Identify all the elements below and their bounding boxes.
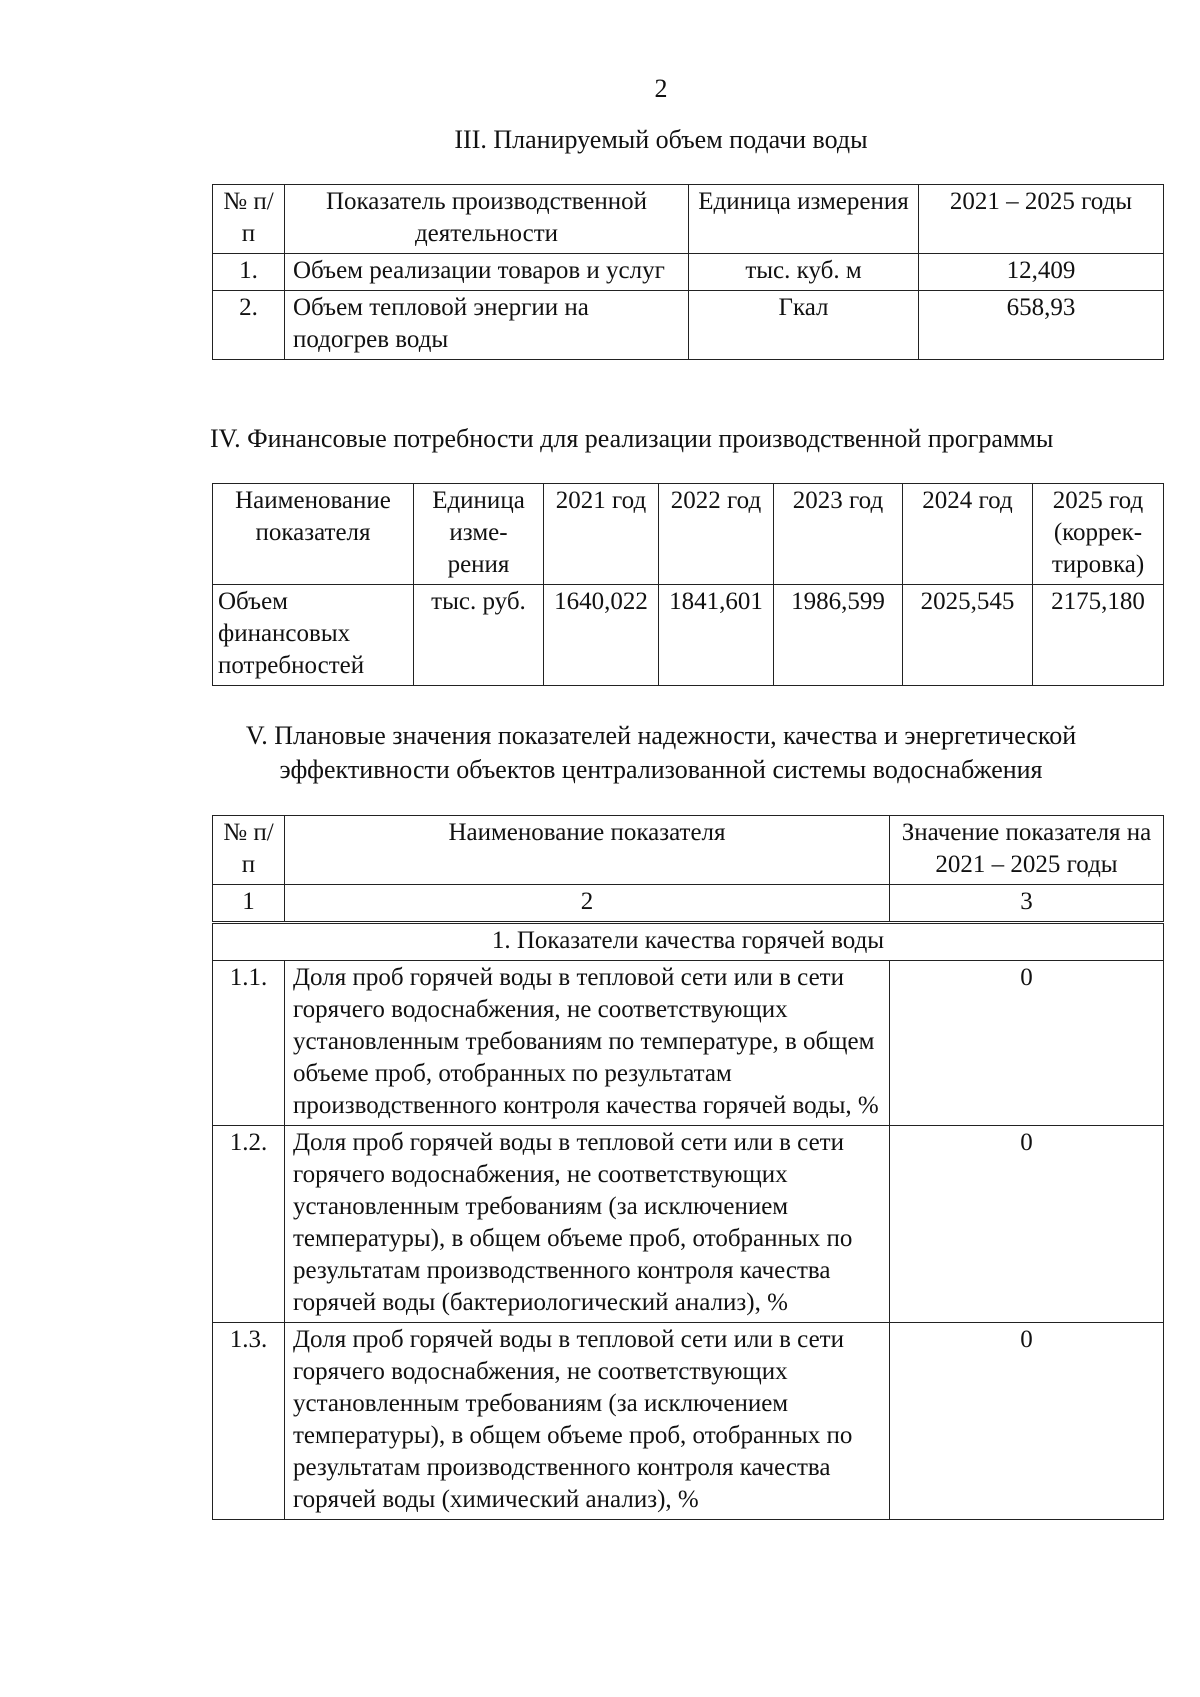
- group-header-row: [213, 923, 1164, 961]
- row-value: 0: [890, 1126, 1164, 1323]
- row-value: 0: [890, 961, 1164, 1126]
- col-number: 2: [285, 885, 890, 923]
- row-name: Доля проб горячей воды в тепловой сети или в сети горячего водоснабжения, не соответствующих установленным требованиям (за исключением температуры), в общем объеме проб, отобранных по результатам производственного контроля качества горячей воды (химический анализ), %: [285, 1323, 890, 1520]
- row-name: Объем тепловой энергии на подогрев воды: [285, 291, 689, 360]
- row-name: Доля проб горячей воды в тепловой сети или в сети горячего водоснабжения, не соответствующих установленным требованиям по температуре, в общем объеме проб, отобранных по результатам производственного контроля качества горячей воды, %: [285, 961, 890, 1126]
- header-unit: Единица измерения: [689, 185, 919, 254]
- group-title: 1. Показатели качества горячей воды: [213, 923, 1164, 961]
- header-2021: 2021 год: [544, 484, 659, 585]
- row-value: 658,93: [919, 291, 1164, 360]
- table-header-row: [213, 185, 1164, 254]
- header-name: Наименование показателя: [213, 484, 414, 585]
- row-num: 1.3.: [213, 1323, 285, 1520]
- row-num: 1.2.: [213, 1126, 285, 1323]
- table-header-row: [213, 484, 1164, 585]
- financial-needs-table: [212, 483, 1164, 686]
- row-name: Объем финансовых потребностей: [213, 585, 414, 686]
- table-row: [213, 1126, 1164, 1323]
- row-unit: тыс. руб.: [414, 585, 544, 686]
- page-number: 2: [654, 74, 668, 103]
- header-num: № п/п: [213, 816, 285, 885]
- header-2023: 2023 год: [774, 484, 903, 585]
- table-header-row: [213, 816, 1164, 885]
- section4-title: IV. Финансовые потребности для реализации производственной программы: [210, 424, 1054, 453]
- value-2021: 1640,022: [544, 585, 659, 686]
- row-value: 12,409: [919, 254, 1164, 291]
- header-indicator: Показатель производственной деятельности: [285, 185, 689, 254]
- table-row: [213, 585, 1164, 686]
- row-num: 1.: [213, 254, 285, 291]
- value-2022: 1841,601: [659, 585, 774, 686]
- header-2024: 2024 год: [903, 484, 1033, 585]
- value-2023: 1986,599: [774, 585, 903, 686]
- header-indicator-value: Значение показателя на 2021 – 2025 годы: [890, 816, 1164, 885]
- col-number: 1: [213, 885, 285, 923]
- header-unit: Единица изме-рения: [414, 484, 544, 585]
- header-indicator-name: Наименование показателя: [285, 816, 890, 885]
- table-row: [213, 1323, 1164, 1520]
- table-row: [213, 291, 1164, 360]
- water-supply-table: [212, 184, 1164, 360]
- header-num: № п/п: [213, 185, 285, 254]
- reliability-indicators-table: [212, 815, 1164, 1520]
- row-unit: тыс. куб. м: [689, 254, 919, 291]
- section5-title-line2: эффективности объектов централизованной системы водоснабжения: [279, 755, 1043, 784]
- row-value: 0: [890, 1323, 1164, 1520]
- col-number: 3: [890, 885, 1164, 923]
- row-num: 2.: [213, 291, 285, 360]
- header-2025: 2025 год (коррек-тировка): [1033, 484, 1164, 585]
- header-period: 2021 – 2025 годы: [919, 185, 1164, 254]
- row-unit: Гкал: [689, 291, 919, 360]
- column-number-row: [213, 885, 1164, 923]
- table-row: [213, 254, 1164, 291]
- value-2024: 2025,545: [903, 585, 1033, 686]
- header-2022: 2022 год: [659, 484, 774, 585]
- section3-title: III. Планируемый объем подачи воды: [454, 125, 868, 154]
- table-row: [213, 961, 1164, 1126]
- row-name: Объем реализации товаров и услуг: [285, 254, 689, 291]
- row-name: Доля проб горячей воды в тепловой сети или в сети горячего водоснабжения, не соответствующих установленным требованиям (за исключением температуры), в общем объеме проб, отобранных по результатам производственного контроля качества горячей воды (бактериологический анализ), %: [285, 1126, 890, 1323]
- row-num: 1.1.: [213, 961, 285, 1126]
- section5-title-line1: V. Плановые значения показателей надежности, качества и энергетической: [245, 721, 1077, 750]
- value-2025: 2175,180: [1033, 585, 1164, 686]
